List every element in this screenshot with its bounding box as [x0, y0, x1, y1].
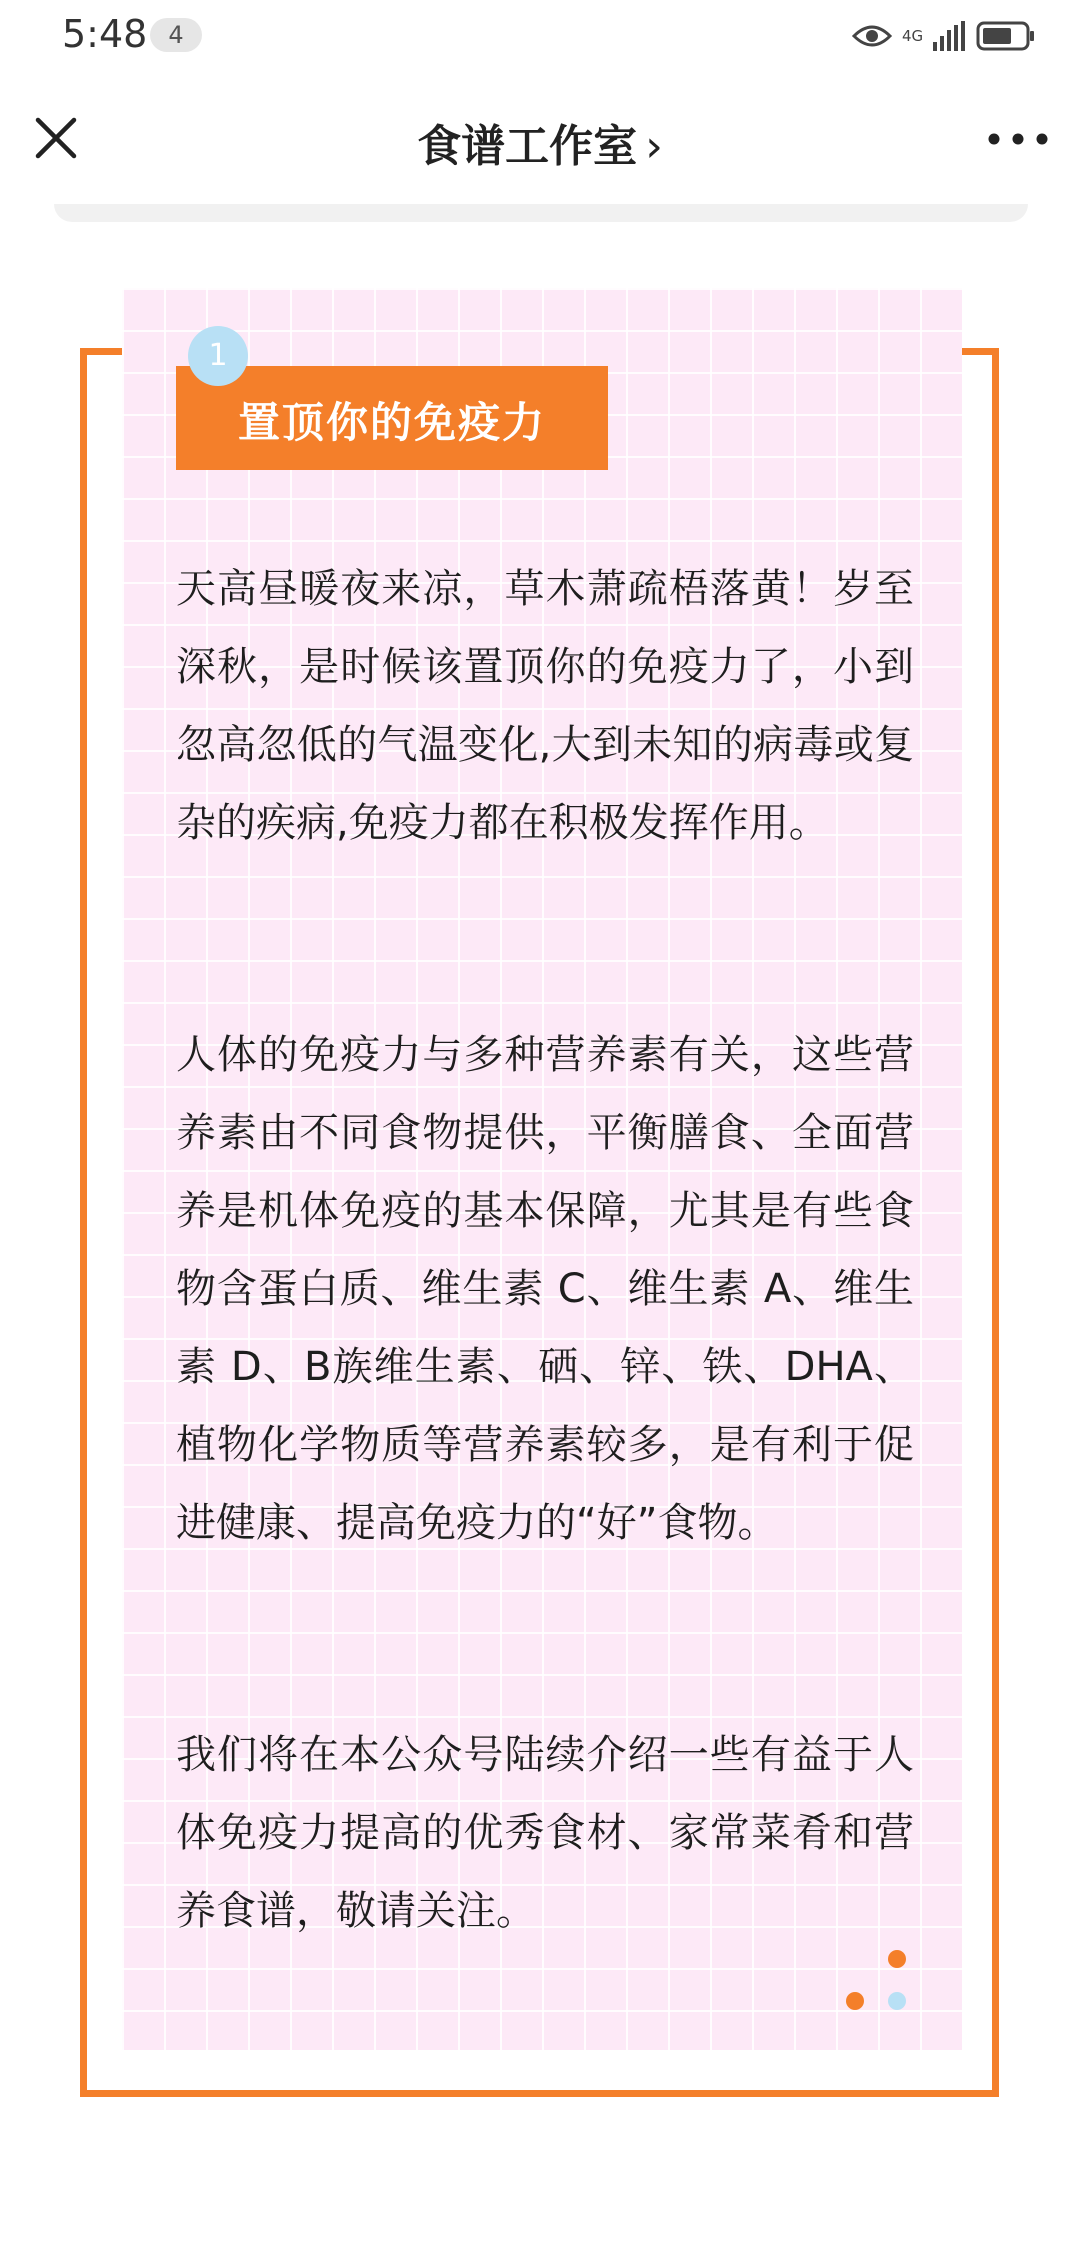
- frame-left: [80, 348, 87, 2096]
- network-type-label: 4G: [902, 27, 924, 45]
- section-number-badge: 1: [188, 326, 248, 386]
- content-top-divider: [54, 204, 1028, 222]
- account-name: 食谱工作室: [417, 121, 638, 172]
- status-icons: [852, 16, 1036, 56]
- section-title: 置顶你的免疫力: [237, 398, 546, 447]
- decor-dot-orange-bottom: [846, 1992, 864, 2010]
- decor-dot-blue: [888, 1992, 906, 2010]
- signal-icon: [932, 20, 966, 52]
- account-title-link[interactable]: [0, 110, 1080, 174]
- section-title-box: [176, 366, 608, 470]
- nav-bar: [0, 72, 1080, 204]
- battery-icon: [976, 20, 1036, 52]
- notification-count-badge: 4: [150, 18, 202, 52]
- chevron-right-icon: ›: [645, 121, 663, 172]
- more-icon[interactable]: [986, 124, 1050, 154]
- paragraph-1: 天高昼暖夜来凉，草木萧疏梧落黄！岁至深秋，是时候该置顶你的免疫力了，小到忽高忽低的气温变化,大到未知的病毒或复杂的疾病,免疫力都在积极发挥作用。: [176, 566, 914, 846]
- frame-right: [992, 348, 999, 2096]
- paragraph-2: 人体的免疫力与多种营养素有关，这些营养素由不同食物提供，平衡膳食、全面营养是机体免疫的基本保障，尤其是有些食物含蛋白质、维生素 C、维生素 A、维生素 D、B族维生素、硒、锌、铁、DHA、植物化学物质等营养素较多，是有利于促进健康、提高免疫力的“好”食物。: [176, 1032, 914, 1546]
- frame-bottom: [80, 2090, 999, 2097]
- frame-top-left: [80, 348, 128, 355]
- decor-dot-orange-top: [888, 1950, 906, 1968]
- paragraph-3: 我们将在本公众号陆续介绍一些有益于人体免疫力提高的优秀食材、家常菜肴和营养食谱，敬请关注。: [176, 1732, 914, 1934]
- eye-icon: [852, 22, 892, 50]
- status-bar: [0, 0, 1080, 72]
- frame-top-right: [956, 348, 999, 355]
- status-time: 5:48: [62, 12, 148, 56]
